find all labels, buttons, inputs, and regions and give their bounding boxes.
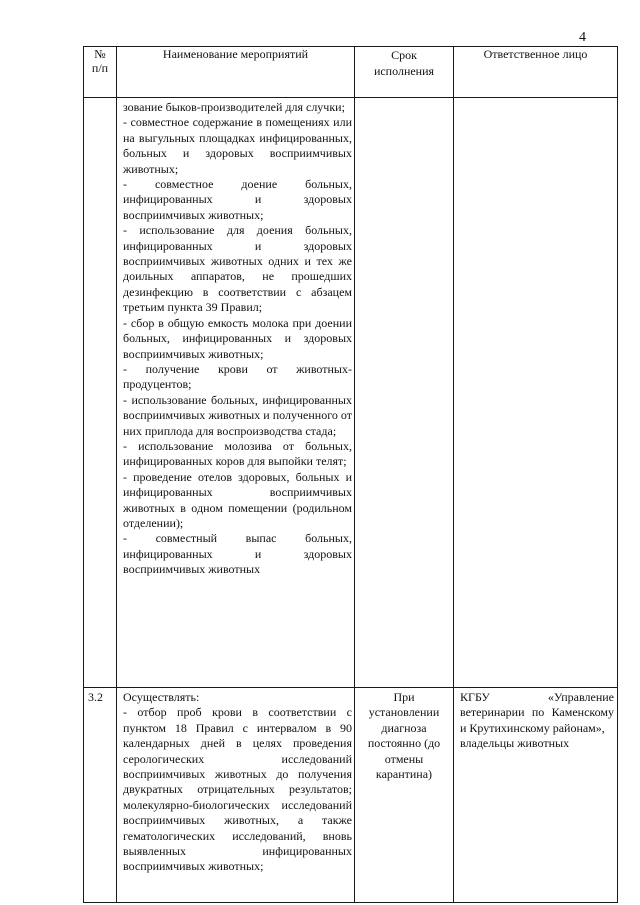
- continuation-name-cell: [117, 98, 355, 688]
- measures-table: [83, 46, 618, 903]
- responsible-owners: владельцы животных: [460, 736, 570, 751]
- row-number: 3.2: [88, 690, 103, 704]
- row-3-2-number-cell: [84, 688, 117, 903]
- list-item: - использование молозива от больных, инфицированных коров для выпойки телят;: [123, 438, 352, 469]
- table-row-3-2: [84, 688, 618, 903]
- row-3-2-responsible-cell: [454, 688, 618, 903]
- row-text: - отбор проб крови в соответствии с пунктом 18 Правил с интервалом в 90 календарных дней в целях проведения серологических исследований восприимчивых животных до получения двукратных отрицательных результатов; молекулярно-биологических исследований восприимчивых животных, а также гематологических исследований, вновь выявленных инфицированных восприимчивых животных;: [123, 705, 352, 874]
- header-name: Наименование мероприятий: [117, 47, 355, 98]
- page-number: 4: [579, 30, 586, 45]
- header-number: [84, 47, 117, 98]
- continuation-term-cell: [355, 98, 454, 688]
- header-number-sign: №: [94, 47, 106, 61]
- list-item: - проведение отелов здоровых, больных и инфицированных восприимчивых животных в одном помещении (родильном отделении);: [123, 469, 352, 530]
- list-item: - использование для доения больных, инфицированных и здоровых восприимчивых животных одних и тех же доильных аппаратов, не прошедших дезинфекцию в соответствии с абзацем третьим пункта 39 Правил;: [123, 223, 352, 315]
- header-number-abbr: п/п: [91, 61, 109, 75]
- row-3-2-term-cell: [355, 688, 454, 903]
- header-term-line1: Срок: [391, 48, 417, 62]
- continuation-number-cell: [84, 98, 117, 688]
- list-item: - получение крови от животных-продуцентов;: [123, 361, 352, 392]
- row-3-2-name-cell: [117, 688, 355, 903]
- table-header-row: [84, 47, 618, 98]
- list-item: - использование больных, инфицированных восприимчивых животных и полученного от них приплода для воспроизводства стада;: [123, 392, 352, 438]
- row-intro: Осуществлять:: [123, 690, 200, 704]
- header-term-line2: исполнения: [373, 64, 435, 78]
- header-responsible: Ответственное лицо: [454, 47, 618, 98]
- list-item: - совместное содержание в помещениях или на выгульных площадках инфицированных, больных и здоровых восприимчивых животных;: [123, 115, 352, 176]
- continuation-responsible-cell: [454, 98, 618, 688]
- list-item: зование быков-производителей для случки;: [123, 100, 345, 114]
- responsible-agency: КГБУ «Управление ветеринарии по Каменскому и Крутихинскому районам»,: [460, 690, 614, 735]
- table-row-continuation: [84, 98, 618, 688]
- header-term: [355, 47, 454, 98]
- row-term: При установлении диагноза постоянно (до отмены карантина): [367, 690, 441, 782]
- list-item: - совместный выпас больных, инфицированных и здоровых восприимчивых животных: [123, 531, 352, 577]
- list-item: - сбор в общую емкость молока при доении больных, инфицированных и здоровых восприимчивых животных;: [123, 315, 352, 361]
- list-item: - совместное доение больных, инфицированных и здоровых восприимчивых животных;: [123, 177, 352, 222]
